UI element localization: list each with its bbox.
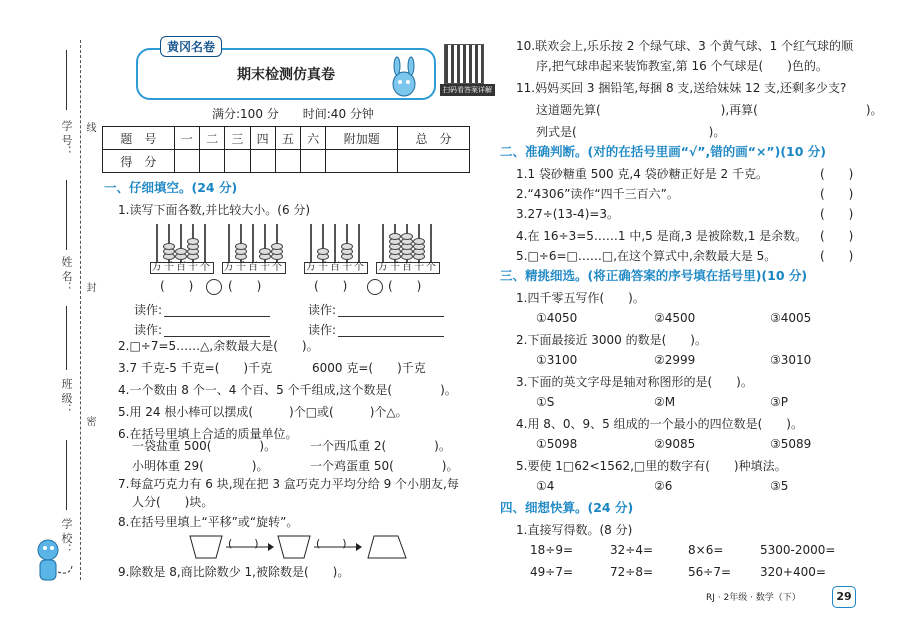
mental-math-1: 1.直接写得数。(8 分)	[516, 523, 633, 537]
score-row-label: 得 分	[103, 150, 175, 173]
score-header-cell: 题 号	[103, 127, 175, 150]
choice-4: 4.用 8、0、9、5 组成的一个最小的四位数是( )。	[516, 417, 803, 431]
question-9: 9.除数是 8,商比除数少 1,被除数是( )。	[118, 565, 350, 579]
judge-2: 2.“4306”读作“四千三百六”。	[516, 187, 679, 201]
mascot-icon	[30, 530, 80, 590]
seal-mark: 封	[84, 282, 95, 292]
read-as-label: 读作:	[308, 323, 337, 337]
qr-label: 扫码看答案详解	[440, 84, 495, 96]
choice-option[interactable]: ③5089	[770, 437, 812, 451]
choice-1: 1.四千零五写作( )。	[516, 291, 645, 305]
question-11a: 11.妈妈买回 3 捆铅笔,每捆 8 支,送给妹妹 12 支,还剩多少支?	[516, 81, 847, 95]
judge-paren[interactable]: ( )	[820, 249, 854, 263]
binding-line	[80, 40, 81, 580]
question-6: 6.在括号里填上合适的质量单位。	[118, 427, 298, 441]
choice-option[interactable]: ②9085	[654, 437, 696, 451]
answer-paren[interactable]: ( )	[316, 537, 347, 550]
brand-logo: 黄冈名卷	[160, 36, 222, 57]
abacus-label: 万千百十个	[152, 262, 212, 273]
choice-option[interactable]: ①3100	[536, 353, 578, 367]
score-cell[interactable]	[225, 150, 250, 173]
choice-option[interactable]: ③3010	[770, 353, 812, 367]
judge-5: 5.□÷6=□……□,在这个算式中,余数最大是 5。	[516, 249, 777, 263]
judge-paren[interactable]: ( )	[820, 207, 854, 221]
question-1: 1.读写下面各数,并比较大小。(6 分)	[118, 203, 311, 217]
score-cell[interactable]	[200, 150, 225, 173]
name-label: 姓 名：	[60, 256, 73, 293]
choice-option[interactable]: ②M	[654, 395, 676, 409]
question-7a: 7.每盒巧克力有 6 块,现在把 3 盒巧克力平均分给 9 个小朋友,每	[118, 477, 459, 491]
question-3a: 3.7 千克-5 千克=( )千克	[118, 361, 273, 375]
score-header-cell: 六	[301, 127, 326, 150]
judge-1: 1.1 袋砂糖重 500 克,4 袋砂糖正好是 2 千克。	[516, 167, 768, 181]
question-8: 8.在括号里填上“平移”或“旋转”。	[118, 515, 299, 529]
compare-circle[interactable]	[206, 279, 222, 295]
abacus-2	[222, 222, 286, 274]
score-header-cell: 附加题	[326, 127, 398, 150]
abacus-label: 万千百十个	[378, 262, 438, 273]
choice-option[interactable]: ①4050	[536, 311, 578, 325]
question-7b: 人分( )块。	[132, 495, 214, 509]
question-6a: 一袋盐重 500( )。	[132, 439, 277, 453]
choice-option[interactable]: ①5098	[536, 437, 578, 451]
footer-info: RJ · 2年级 · 数学（下）	[706, 593, 801, 603]
exam-meta: 满分:100 分 时间:40 分钟	[212, 107, 374, 121]
question-6c: 小明体重 29( )。	[132, 459, 269, 473]
rabbit-mascot-icon	[384, 56, 424, 100]
score-cell[interactable]	[326, 150, 398, 173]
section-4-heading: 四、细想快算。(24 分)	[500, 500, 634, 515]
score-cell[interactable]	[275, 150, 300, 173]
calc-item[interactable]: 5300-2000=	[760, 543, 836, 557]
judge-4: 4.在 16÷3=5……1 中,5 是商,3 是被除数,1 是余数。	[516, 229, 808, 243]
line-mark: 线	[84, 122, 95, 132]
choice-option[interactable]: ③5	[770, 479, 789, 493]
abacus-3	[304, 222, 368, 274]
answer-paren[interactable]: ( )	[160, 279, 194, 293]
page-number: 29	[832, 586, 856, 608]
score-header-cell: 三	[225, 127, 250, 150]
question-5: 5.用 24 根小棒可以摆成( )个□或( )个△。	[118, 405, 408, 419]
calc-item[interactable]: 72÷8=	[610, 565, 654, 579]
answer-paren[interactable]: ( )	[228, 537, 259, 550]
read-as-line[interactable]	[338, 336, 444, 337]
score-header-cell: 二	[200, 127, 225, 150]
choice-3: 3.下面的英文字母是轴对称图形的是( )。	[516, 375, 753, 389]
score-cell[interactable]	[250, 150, 275, 173]
question-10a: 10.联欢会上,乐乐按 2 个绿气球、3 个黄气球、1 个红气球的顺	[516, 39, 854, 53]
choice-option[interactable]: ①4	[536, 479, 555, 493]
judge-paren[interactable]: ( )	[820, 229, 854, 243]
dense-mark: 密	[84, 416, 95, 426]
score-cell[interactable]	[174, 150, 199, 173]
score-table-row	[103, 150, 470, 173]
score-cell[interactable]	[398, 150, 470, 173]
choice-option[interactable]: ③P	[770, 395, 788, 409]
school-line	[66, 440, 67, 510]
student-id-line	[66, 50, 67, 110]
student-id-label: 学 号：	[60, 120, 73, 157]
choice-2: 2.下面最接近 3000 的数是( )。	[516, 333, 707, 347]
question-4: 4.一个数由 8 个一、4 个百、5 个千组成,这个数是( )。	[118, 383, 457, 397]
question-6d: 一个鸡蛋重 50( )。	[310, 459, 459, 473]
answer-paren[interactable]: ( )	[228, 279, 262, 293]
name-line	[66, 180, 67, 250]
question-11b: 这道题先算( ),再算( )。	[536, 103, 883, 117]
question-10b: 序,把气球串起来装饰教室,第 16 个气球是( )色的。	[536, 59, 828, 73]
read-as-line[interactable]	[338, 316, 444, 317]
choice-option[interactable]: ②6	[654, 479, 673, 493]
judge-paren[interactable]: ( )	[820, 187, 854, 201]
choice-option[interactable]: ①S	[536, 395, 555, 409]
compare-circle[interactable]	[367, 279, 383, 295]
score-table-header-row	[103, 127, 470, 150]
read-as-label: 读作:	[134, 323, 163, 337]
calc-item[interactable]: 8×6=	[688, 543, 724, 557]
score-table	[102, 126, 470, 173]
question-11c: 列式是( )。	[536, 125, 726, 139]
score-header-cell: 总 分	[398, 127, 470, 150]
choice-option[interactable]: ②4500	[654, 311, 696, 325]
choice-5: 5.要使 1□62<1562,□里的数字有( )种填法。	[516, 459, 787, 473]
choice-option[interactable]: ②2999	[654, 353, 696, 367]
section-1-heading: 一、仔细填空。(24 分)	[104, 180, 238, 195]
score-header-cell: 五	[275, 127, 300, 150]
qr-code-icon[interactable]	[444, 44, 484, 84]
abacus-label: 万千百十个	[306, 262, 366, 273]
calc-item[interactable]: 320+400=	[760, 565, 826, 579]
read-as-label: 读作:	[134, 303, 163, 317]
calc-item[interactable]: 32÷4=	[610, 543, 654, 557]
section-3-heading: 三、精挑细选。(将正确答案的序号填在括号里)(10 分)	[500, 268, 808, 283]
read-as-label: 读作:	[308, 303, 337, 317]
calc-item[interactable]: 49÷7=	[530, 565, 574, 579]
abacus-label: 万千百十个	[224, 262, 284, 273]
score-header-cell: 一	[174, 127, 199, 150]
page-title: 期末检测仿真卷	[237, 67, 335, 83]
class-line	[66, 306, 67, 370]
section-2-heading: 二、准确判断。(对的在括号里画“√”,错的画“×”)(10 分)	[500, 144, 827, 159]
answer-paren[interactable]: ( )	[314, 279, 348, 293]
calc-item[interactable]: 18÷9=	[530, 543, 574, 557]
question-2: 2.□÷7=5……△,余数最大是( )。	[118, 339, 319, 353]
question-6b: 一个西瓜重 2( )。	[310, 439, 451, 453]
question-3b: 6000 克=( )千克	[312, 361, 426, 375]
class-label: 班 级：	[60, 378, 73, 415]
read-as-line[interactable]	[164, 336, 270, 337]
abacus-1	[150, 222, 214, 274]
calc-item[interactable]: 56÷7=	[688, 565, 732, 579]
answer-paren[interactable]: ( )	[388, 279, 422, 293]
abacus-4	[376, 222, 440, 274]
judge-paren[interactable]: ( )	[820, 167, 854, 181]
choice-option[interactable]: ③4005	[770, 311, 812, 325]
judge-3: 3.27÷(13-4)=3。	[516, 207, 620, 221]
school-label: 学 校：	[60, 518, 73, 555]
score-header-cell: 四	[250, 127, 275, 150]
read-as-line[interactable]	[164, 316, 270, 317]
score-cell[interactable]	[301, 150, 326, 173]
